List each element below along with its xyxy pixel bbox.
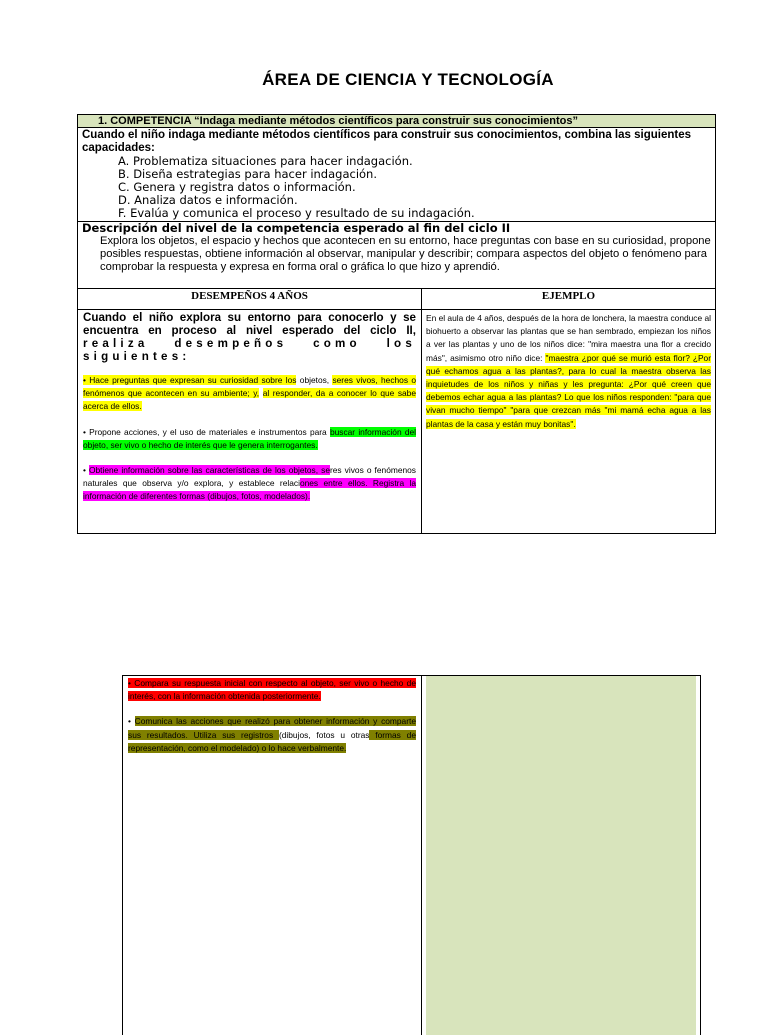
highlight: al responder, da a conocer lo que sabe acerca de ellos. [83, 388, 416, 412]
desempeno-item-3 [83, 464, 416, 504]
lead-spaced-text: realiza desempeños como los siguientes: [83, 337, 416, 363]
descripcion-heading: Descripción del nivel de la competencia esperado al fin del ciclo II [82, 221, 511, 235]
capacidades-cell [77, 127, 716, 222]
highlight: buscar información del objeto, ser vivo o hecho de interés que le genera interrogantes. [83, 426, 417, 450]
text-run: En el aula de 4 años, después de la hora de lonchera, la maestra conduce al biohuerto a observar las plantas que se han sembrado, empiezan los niños a ver las plantas y uno de los niños dice: "mira maestra una flor a crecido más", asimismo otro niño dice: [426, 313, 711, 363]
text-run: res vivos o fenómenos naturales que observa y/o explora, y establece relaci [83, 465, 416, 489]
descripcion-text: Explora los objetos, el espacio y hechos que acontecen en su entorno, hace preguntas con base en su curiosidad, propone posibles respuestas, obtiene información al observar, manipular y describir; compara aspectos del objeto o fenómeno para comprobar la respuesta y expresa en forma oral o gráfica lo que hizo y aprendió. [100, 235, 711, 273]
highlight: hechos o fenómenos que acontecen en su ambiente; y, [83, 375, 416, 399]
capacidad-item: A. Problematiza situaciones para hacer indagación. [118, 154, 413, 168]
descripcion-cell [77, 221, 716, 289]
desempeno-item-1 [83, 374, 416, 414]
desempenos-cell [77, 309, 422, 534]
desempeno-item-5 [128, 715, 416, 755]
highlight: Comunica las acciones que realizó para obtener información y comparte sus resultados. Utiliza sus registros [128, 716, 416, 740]
text-run: • Propone acciones, y el uso de materiales e instrumentos para [83, 426, 330, 437]
text-run: objetos, [296, 375, 333, 385]
desempeno-item-2 [83, 426, 416, 452]
lower-ejemplo-cell [421, 675, 701, 1035]
highlight: seres vivos, [332, 375, 378, 385]
ejemplo-text [426, 312, 711, 431]
capacidades-intro: Cuando el niño indaga mediante métodos científicos para construir sus conocimientos, combina las siguientes capacidades: [82, 129, 691, 154]
highlight: • Compara su respuesta inicial con respecto al objeto, ser vivo o hecho de interés, con la información obtenida posteriormente. [128, 678, 416, 702]
highlight: • Hace preguntas que expresan su curiosidad sobre los [83, 375, 297, 385]
capacidad-item: C. Genera y registra datos o información. [118, 180, 356, 194]
highlight: "maestra ¿por qué se murió esta flor? ¿Por qué echamos agua a las plantas?, para lo cual la maestra observa las inquietudes de los niños y niñas y les pregunta: ¿Por qué creen que debemos echar agua a las plantas? Lo que los niños responden: "para que vivan mucho tiempo" "para que crezcan más "mi mamá echa agua a las plantas de la casa y están muy bonitas". [426, 352, 712, 429]
competencia-header: 1. COMPETENCIA “Indaga mediante métodos científicos para construir sus conocimientos” [77, 114, 716, 128]
desempenos-column-header: DESEMPEÑOS 4 AÑOS [77, 288, 422, 310]
ejemplo-column-header: EJEMPLO [421, 288, 716, 310]
highlight: ones entre ellos. Registra la información de diferentes formas (dibujos, fotos, modelados). [83, 478, 417, 502]
highlight: formas de representación, como el modelado) o lo hace verbalmente. [128, 729, 416, 753]
capacidad-item: D. Analiza datos e información. [118, 193, 298, 207]
lead-text: Cuando el niño explora su entorno para conocerlo y se encuentra en proceso al nivel esperado del ciclo II, [83, 311, 416, 337]
cell-shading [426, 676, 696, 1035]
desempenos-lead [83, 311, 416, 363]
capacidades-list [82, 155, 711, 220]
capacidad-item: B. Diseña estrategias para hacer indagación. [118, 167, 378, 181]
text-run: • [83, 465, 89, 476]
text-run: • [128, 716, 135, 727]
page-title: ÁREA DE CIENCIA Y TECNOLOGÍA [262, 70, 554, 89]
desempeno-item-4 [128, 677, 416, 703]
capacidad-item: F. Evalúa y comunica el proceso y resultado de su indagación. [118, 206, 475, 220]
ejemplo-cell [421, 309, 716, 534]
lower-desempenos-cell [122, 675, 422, 1035]
text-run: (dibujos, fotos u otras [278, 729, 370, 740]
highlight: Obtiene información sobre las características de los objetos, se [89, 465, 330, 476]
